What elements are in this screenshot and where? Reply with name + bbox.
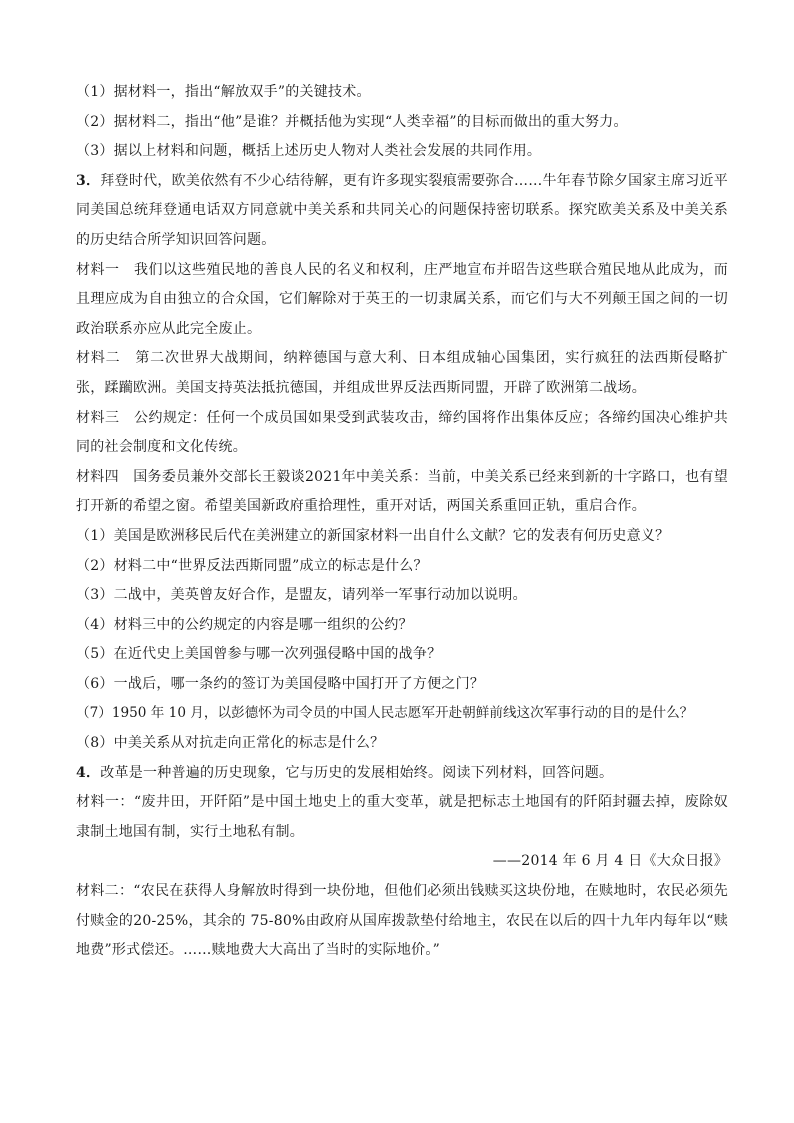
q3-material-3: 材料三 公约规定：任何一个成员国如果受到武装攻击，缔约国将作出集体反应；各缔约国决心维护共同的社会制度和文化传统。 (76, 409, 728, 456)
document-page (76, 78, 728, 966)
q3-subquestion-7: （7）1950 年 10 月，以彭德怀为司令员的中国人民志愿军开赴朝鲜前线这次军事行动的目的是什么？ (76, 705, 694, 722)
q4-number: 4． (76, 764, 101, 781)
q4-material-1-source: ——2014 年 6 月 4 日《大众日报》 (492, 853, 728, 870)
q3-material-1: 材料一 我们以这些殖民地的善良人民的名义和权利，庄严地宣布并昭告这些联合殖民地从此成为，而且理应成为自由独立的合众国，它们解除对于英王的一切隶属关系，而它们与大不列颠王国之间的一切政治联系亦应从此完全废止。 (76, 261, 728, 337)
q3-subquestion-6: （6）一战后，哪一条约的签订为美国侵略中国打开了方便之门？ (76, 675, 485, 692)
q2-subquestion-1: （1）据材料一，指出“解放双手”的关键技术。 (76, 84, 371, 100)
q3-subquestion-3: （3）二战中，美英曾友好合作，是盟友，请列举一军事行动加以说明。 (76, 587, 527, 604)
q3-subquestion-1: （1）美国是欧洲移民后代在美洲建立的新国家材料一出自什么文献？它的发表有何历史意义？ (76, 527, 670, 544)
q3-material-2: 材料二 第二次世界大战期间，纳粹德国与意大利、日本组成轴心国集团，实行疯狂的法西斯侵略扩张，蹂躏欧洲。美国支持英法抵抗德国，并组成世界反法西斯同盟，开辟了欧洲第二战场。 (76, 350, 728, 396)
q2-subquestion-3: （3）据以上材料和问题，概括上述历史人物对人类社会发展的共同作用。 (76, 143, 542, 160)
q3-subquestion-8: （8）中美关系从对抗走向正常化的标志是什么？ (76, 735, 385, 752)
q3-subquestion-5: （5）在近代史上美国曾参与哪一次列强侵略中国的战争？ (76, 646, 442, 663)
q4-stem-text: 改革是一种普遍的历史现象，它与历史的发展相始终。阅读下列材料，回答问题。 (100, 764, 614, 781)
q3-number: 3． (76, 172, 101, 189)
q3-stem-text: 拜登时代，欧美依然有不少心结待解，更有许多现实裂痕需要弥合……牛年春节除夕国家主席习近平同美国总统拜登通电话双方同意就中美关系和共同关心的问题保持密切联系。探究欧美关系及中美关系的历史结合所学知识回答问题。 (76, 172, 728, 248)
q4-material-1: 材料一：“废井田，开阡陌”是中国土地史上的重大变革，就是把标志土地国有的阡陌封疆去掉，废除奴隶制土地国有制，实行土地私有制。 (76, 794, 728, 840)
q3-material-4: 材料四 国务委员兼外交部长王毅谈2021年中美关系：当前，中美关系已经来到新的十字路口，也有望打开新的希望之窗。希望美国新政府重拾理性，重开对话，两国关系重回正轨，重启合作。 (76, 468, 728, 515)
q4-stem (76, 759, 728, 789)
q4-material-2: 材料二：“农民在获得人身解放时得到一块份地，但他们必须出钱赎买这块份地，在赎地时，农民必须先付赎金的20-25%，其余的 75-80%由政府从国库拨款垫付给地主，农民在以后的四十九年内每年以“赎地费”形式偿还。……赎地费大大高出了当时的实际地价。” (76, 883, 728, 959)
q3-stem (76, 167, 728, 256)
q3-subquestion-4: （4）材料三中的公约规定的内容是哪一组织的公约？ (76, 616, 413, 633)
q3-subquestion-2: （2）材料二中“世界反法西斯同盟”成立的标志是什么？ (76, 557, 428, 574)
q2-subquestion-2: （2）据材料二，指出“他”是谁？并概括他为实现“人类幸福”的目标而做出的重大努力。 (76, 113, 628, 130)
